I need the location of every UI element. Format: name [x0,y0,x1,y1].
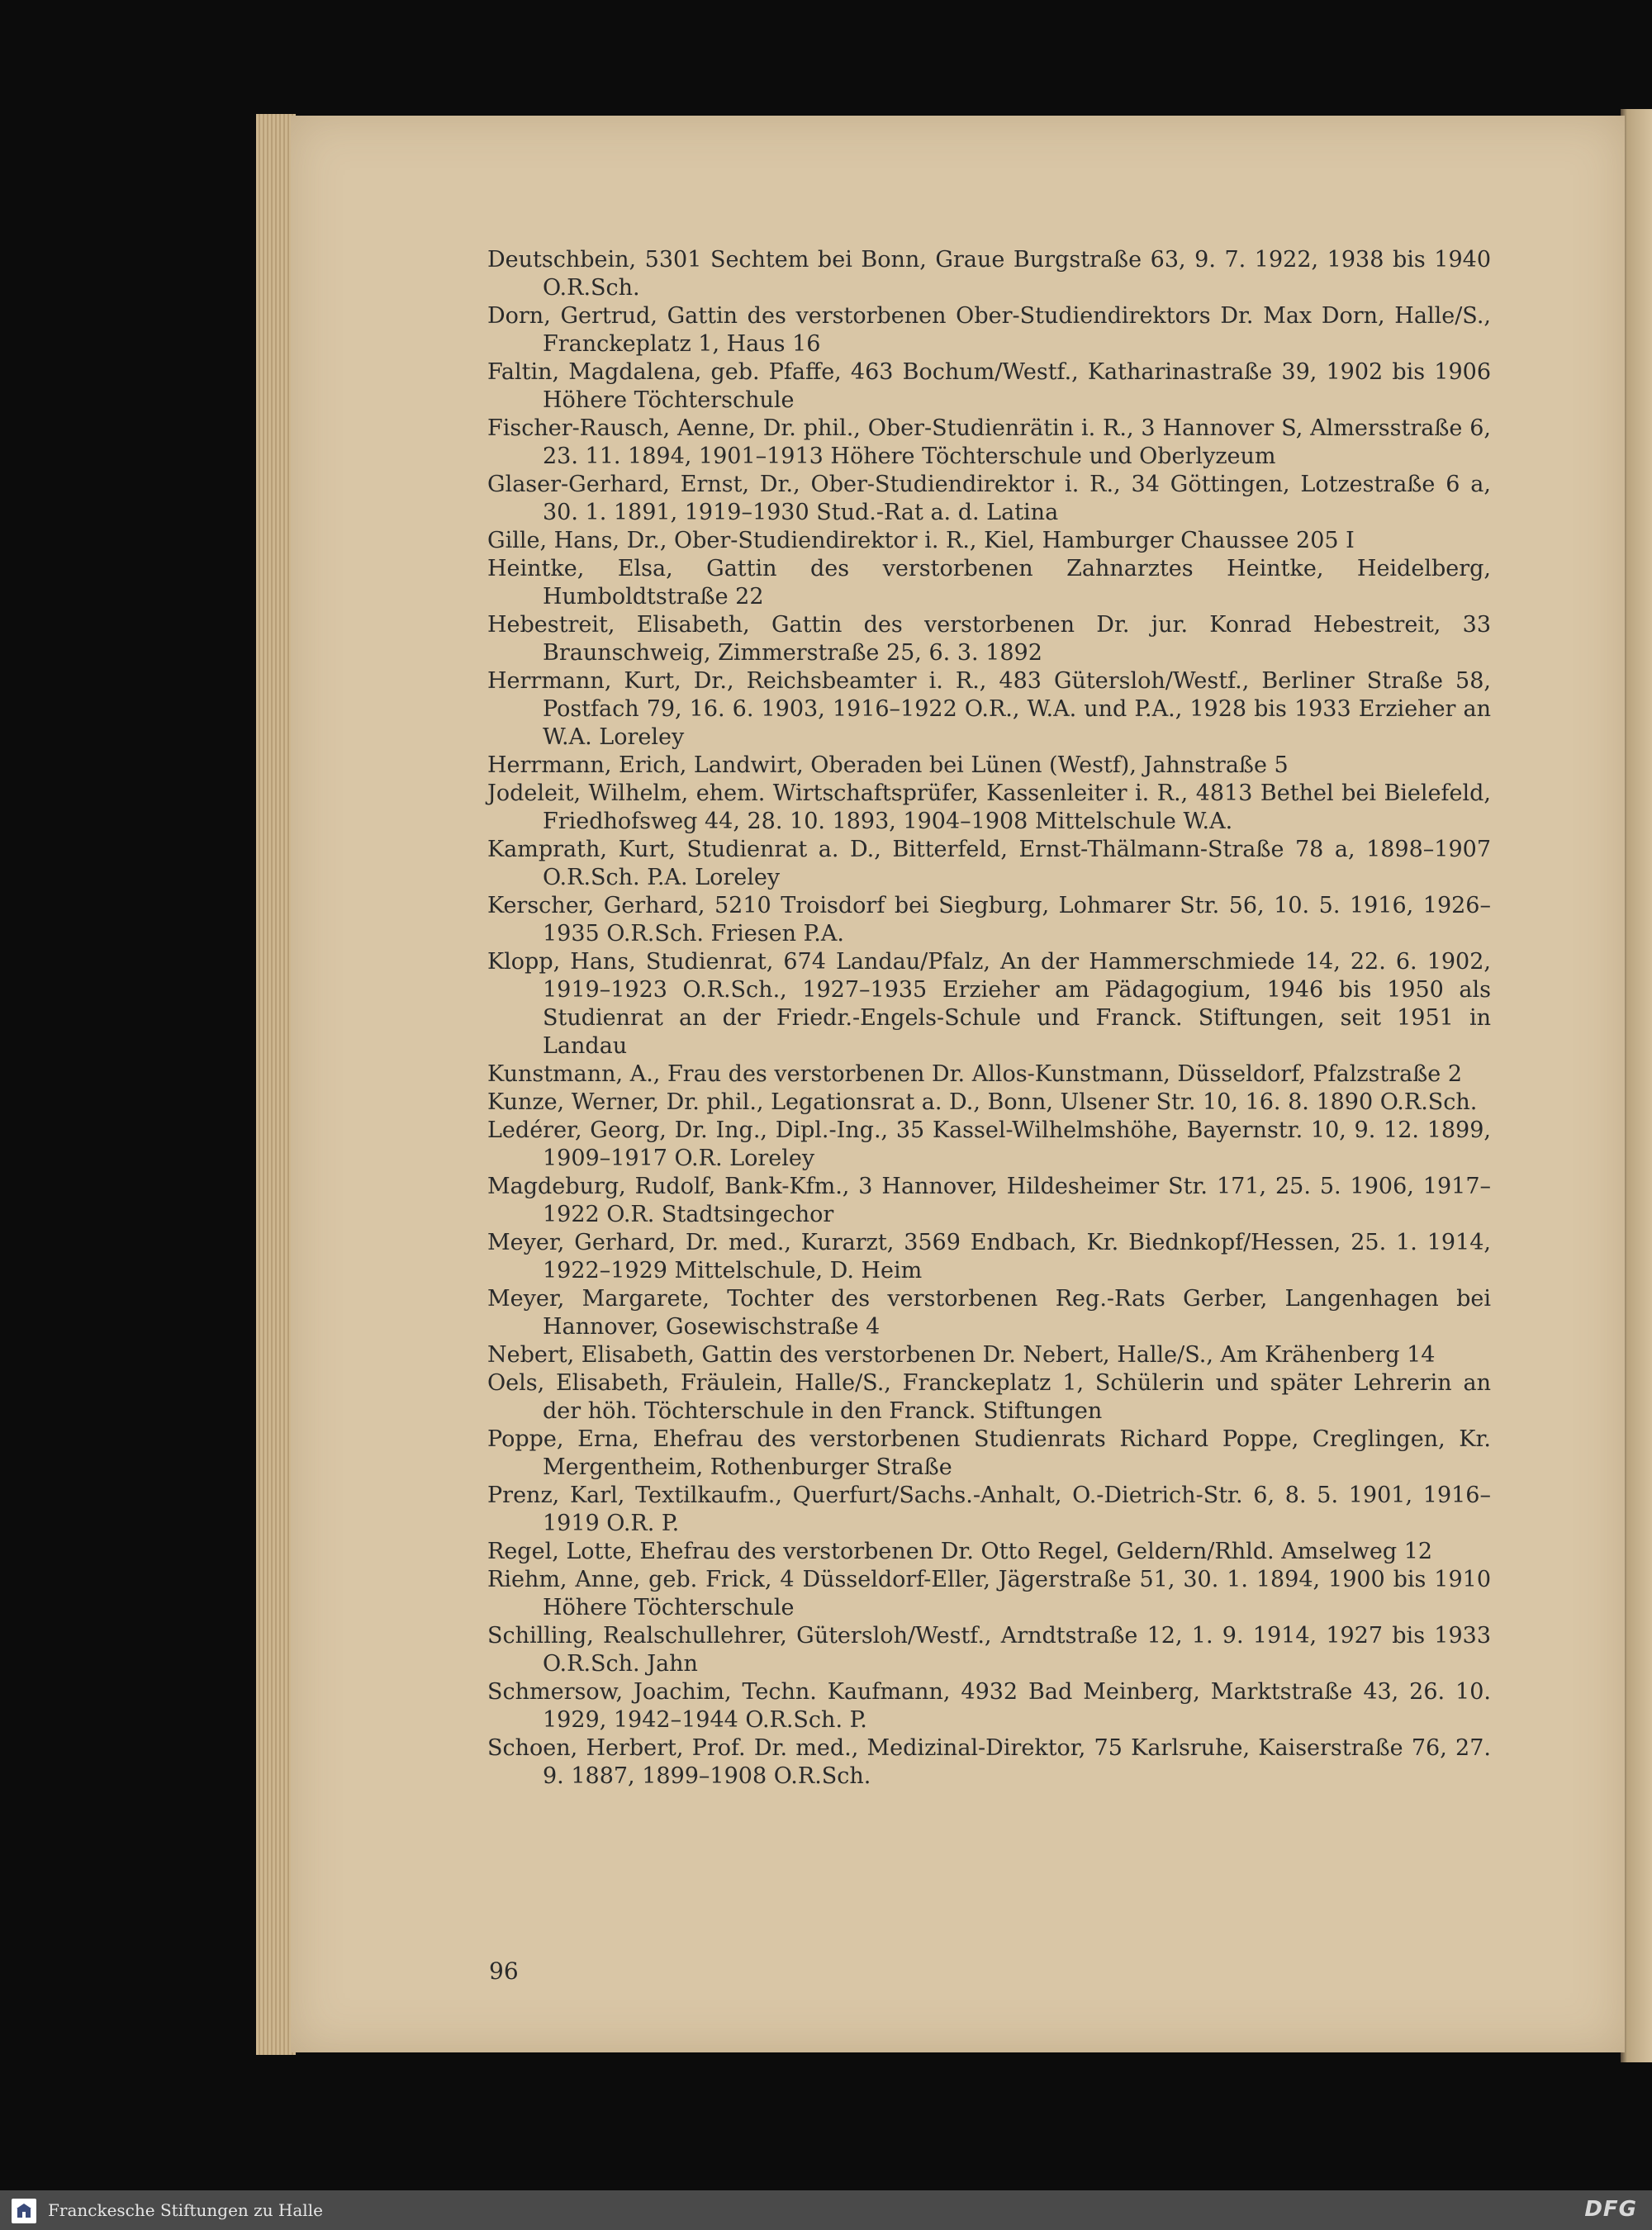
list-item: Jodeleit, Wilhelm, ehem. Wirtschaftsprüfer, Kassenleiter i. R., 4813 Bethel bei Bielefeld, Friedhofsweg 44, 28. 10. 1893, 1904–1908 Mittelschule W.A. [487,780,1491,834]
building-icon [15,2202,33,2220]
institution-logo-icon[interactable] [12,2199,36,2223]
list-item: Schilling, Realschullehrer, Gütersloh/Westf., Arndtstraße 12, 1. 9. 1914, 1927 bis 1933 O.R.Sch. Jahn [487,1623,1491,1677]
list-item: Klopp, Hans, Studienrat, 674 Landau/Pfalz, An der Hammerschmiede 14, 22. 6. 1902, 1919–1923 O.R.Sch., 1927–1935 Erzieher am Pädagogium, 1946 bis 1950 als Studienrat an der Friedr.-Engels-Schule und Franck. Stiftungen, seit 1951 in Landau [487,949,1491,1059]
list-item: Hebestreit, Elisabeth, Gattin des verstorbenen Dr. jur. Konrad Hebestreit, 33 Braunschweig, Zimmerstraße 25, 6. 3. 1892 [487,612,1491,666]
list-item: Kerscher, Gerhard, 5210 Troisdorf bei Siegburg, Lohmarer Str. 56, 10. 5. 1916, 1926–1935 O.R.Sch. Friesen P.A. [487,893,1491,947]
list-item: Kamprath, Kurt, Studienrat a. D., Bitterfeld, Ernst-Thälmann-Straße 78 a, 1898–1907 O.R.Sch. P.A. Loreley [487,837,1491,890]
list-item: Dorn, Gertrud, Gattin des verstorbenen Ober-Studiendirektors Dr. Max Dorn, Halle/S., Franckeplatz 1, Haus 16 [487,303,1491,357]
book-page-edges [256,114,296,2055]
list-item: Gille, Hans, Dr., Ober-Studiendirektor i. R., Kiel, Hamburger Chaussee 205 I [487,528,1355,553]
viewer-footer [0,2190,1652,2230]
list-item: Meyer, Gerhard, Dr. med., Kurarzt, 3569 Endbach, Kr. Biednkopf/Hessen, 25. 1. 1914, 1922–1929 Mittelschule, D. Heim [487,1230,1491,1283]
list-item: Magdeburg, Rudolf, Bank-Kfm., 3 Hannover, Hildesheimer Str. 171, 25. 5. 1906, 1917–1922 O.R. Stadtsingechor [487,1174,1491,1227]
page-number: 96 [489,1957,519,1985]
list-item: Glaser-Gerhard, Ernst, Dr., Ober-Studiendirektor i. R., 34 Göttingen, Lotzestraße 6 a, 30. 1. 1891, 1919–1930 Stud.-Rat a. d. Latina [487,472,1491,525]
list-item: Herrmann, Erich, Landwirt, Oberaden bei Lünen (Westf), Jahnstraße 5 [487,752,1289,778]
list-item: Fischer-Rausch, Aenne, Dr. phil., Ober-Studienrätin i. R., 3 Hannover S, Almersstraße 6, 23. 11. 1894, 1901–1913 Höhere Töchterschule und Oberlyzeum [487,415,1491,469]
facing-page-edge [1621,109,1652,2062]
dfg-logo: DFG [1584,2197,1637,2222]
list-item: Herrmann, Kurt, Dr., Reichsbeamter i. R., 483 Gütersloh/Westf., Berliner Straße 58, Postfach 79, 16. 6. 1903, 1916–1922 O.R., W.A. und P.A., 1928 bis 1933 Erzieher an W.A. Loreley [487,668,1491,750]
entry-list [487,246,1491,1791]
list-item: Ledérer, Georg, Dr. Ing., Dipl.-Ing., 35 Kassel-Wilhelmshöhe, Bayernstr. 10, 9. 12. 1899, 1909–1917 O.R. Loreley [487,1117,1491,1171]
list-item: Nebert, Elisabeth, Gattin des verstorbenen Dr. Nebert, Halle/S., Am Krähenberg 14 [487,1342,1436,1368]
list-item: Regel, Lotte, Ehefrau des verstorbenen Dr. Otto Regel, Geldern/Rhld. Amselweg 12 [487,1539,1433,1564]
list-item: Prenz, Karl, Textilkaufm., Querfurt/Sachs.-Anhalt, O.-Dietrich-Str. 6, 8. 5. 1901, 1916–1919 O.R. P. [487,1483,1491,1536]
list-item: Faltin, Magdalena, geb. Pfaffe, 463 Bochum/Westf., Katharinastraße 39, 1902 bis 1906 Höhere Töchterschule [487,359,1491,413]
list-item: Schoen, Herbert, Prof. Dr. med., Medizinal-Direktor, 75 Karlsruhe, Kaiserstraße 76, 27. 9. 1887, 1899–1908 O.R.Sch. [487,1735,1491,1789]
list-item: Meyer, Margarete, Tochter des verstorbenen Reg.-Rats Gerber, Langenhagen bei Hannover, Gosewischstraße 4 [487,1286,1491,1340]
list-item: Kunstmann, A., Frau des verstorbenen Dr. Allos-Kunstmann, Düsseldorf, Pfalzstraße 2 [487,1061,1463,1087]
list-item: Kunze, Werner, Dr. phil., Legationsrat a. D., Bonn, Ulsener Str. 10, 16. 8. 1890 O.R.Sch. [487,1089,1478,1115]
list-item: Poppe, Erna, Ehefrau des verstorbenen Studienrats Richard Poppe, Creglingen, Kr. Mergentheim, Rothenburger Straße [487,1426,1491,1480]
institution-name[interactable]: Franckesche Stiftungen zu Halle [48,2200,323,2220]
list-item: Schmersow, Joachim, Techn. Kaufmann, 4932 Bad Meinberg, Marktstraße 43, 26. 10. 1929, 1942–1944 O.R.Sch. P. [487,1679,1491,1733]
list-item: Deutschbein, 5301 Sechtem bei Bonn, Graue Burgstraße 63, 9. 7. 1922, 1938 bis 1940 O.R.Sch. [487,247,1491,301]
list-item: Oels, Elisabeth, Fräulein, Halle/S., Franckeplatz 1, Schülerin und später Lehrerin an der höh. Töchterschule in den Franck. Stiftungen [487,1370,1491,1424]
list-item: Heintke, Elsa, Gattin des verstorbenen Zahnarztes Heintke, Heidelberg, Humboldtstraße 22 [487,556,1491,610]
list-item: Riehm, Anne, geb. Frick, 4 Düsseldorf-Eller, Jägerstraße 51, 30. 1. 1894, 1900 bis 1910 Höhere Töchterschule [487,1567,1491,1620]
